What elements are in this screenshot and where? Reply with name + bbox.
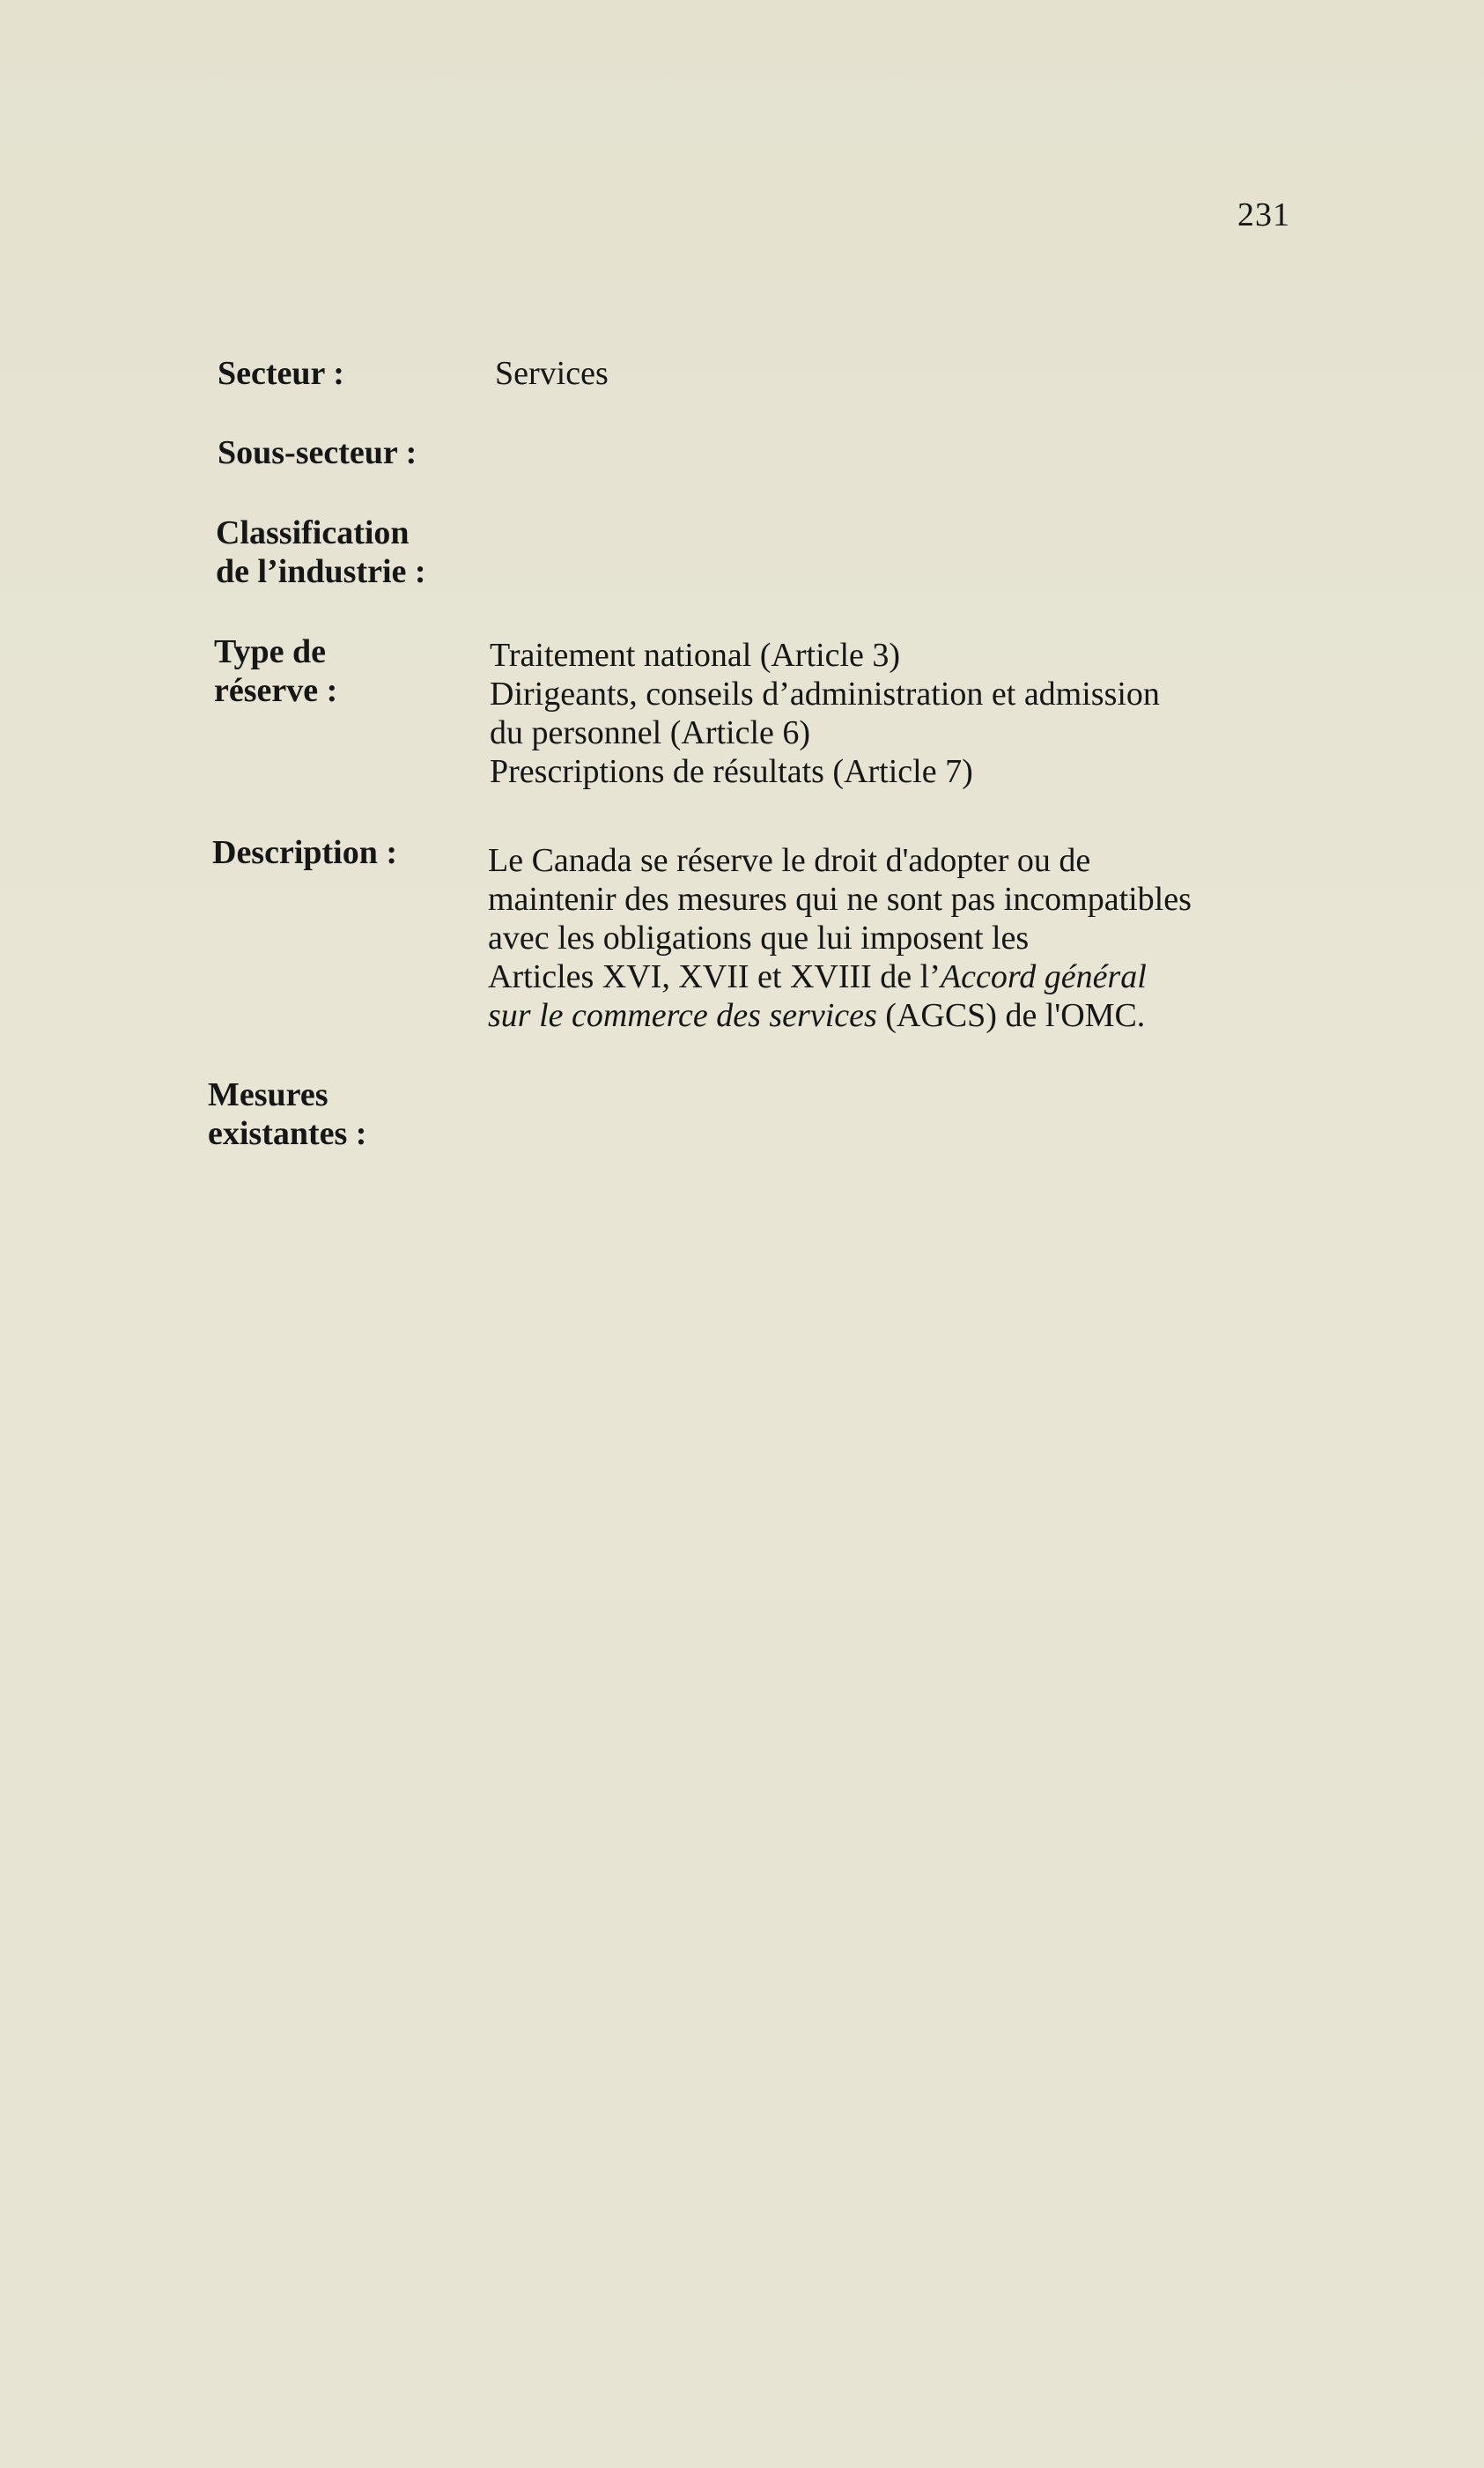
reservation-type-value — [490, 636, 1160, 791]
sector-label: Secteur : — [218, 355, 344, 392]
description-line: avec les obligations que lui imposent les — [488, 920, 1030, 957]
description-line — [488, 996, 1192, 1035]
reservation-type-label-line2: réserve : — [214, 672, 338, 709]
description-text: (AGCS) de l'OMC. — [876, 997, 1146, 1034]
reservation-type-line: Dirigeants, conseils d’administration et admission — [490, 676, 1160, 713]
industry-classification-label-line2: de l’industrie : — [216, 553, 426, 590]
description-line: maintenir des mesures qui ne sont pas incompatibles — [488, 881, 1192, 918]
agreement-title-part1: Accord général — [940, 958, 1147, 995]
sector-value: Services — [495, 355, 609, 392]
description-text: Articles XVI, XVII et XVIII de l’ — [488, 958, 941, 995]
description-line: Le Canada se réserve le droit d'adopter ou de — [488, 842, 1091, 879]
page-number: 231 — [1237, 196, 1290, 233]
description-label: Description : — [212, 834, 398, 871]
reservation-type-line: Traitement national (Article 3) — [490, 637, 901, 674]
existing-measures-label-line2: existantes : — [208, 1115, 367, 1152]
industry-classification-label — [216, 514, 426, 591]
reservation-type-line: du personnel (Article 6) — [490, 714, 811, 751]
agreement-title-part2: sur le commerce des services — [488, 997, 877, 1034]
reservation-type-label-line1: Type de — [214, 633, 327, 670]
reservation-type-line: Prescriptions de résultats (Article 7) — [490, 753, 973, 790]
description-value — [488, 841, 1192, 1035]
existing-measures-label — [208, 1075, 366, 1153]
subsector-label: Sous-secteur : — [218, 434, 417, 471]
industry-classification-label-line1: Classification — [216, 514, 410, 551]
existing-measures-label-line1: Mesures — [208, 1076, 329, 1113]
description-line — [488, 957, 1192, 996]
reservation-type-label — [214, 632, 337, 710]
